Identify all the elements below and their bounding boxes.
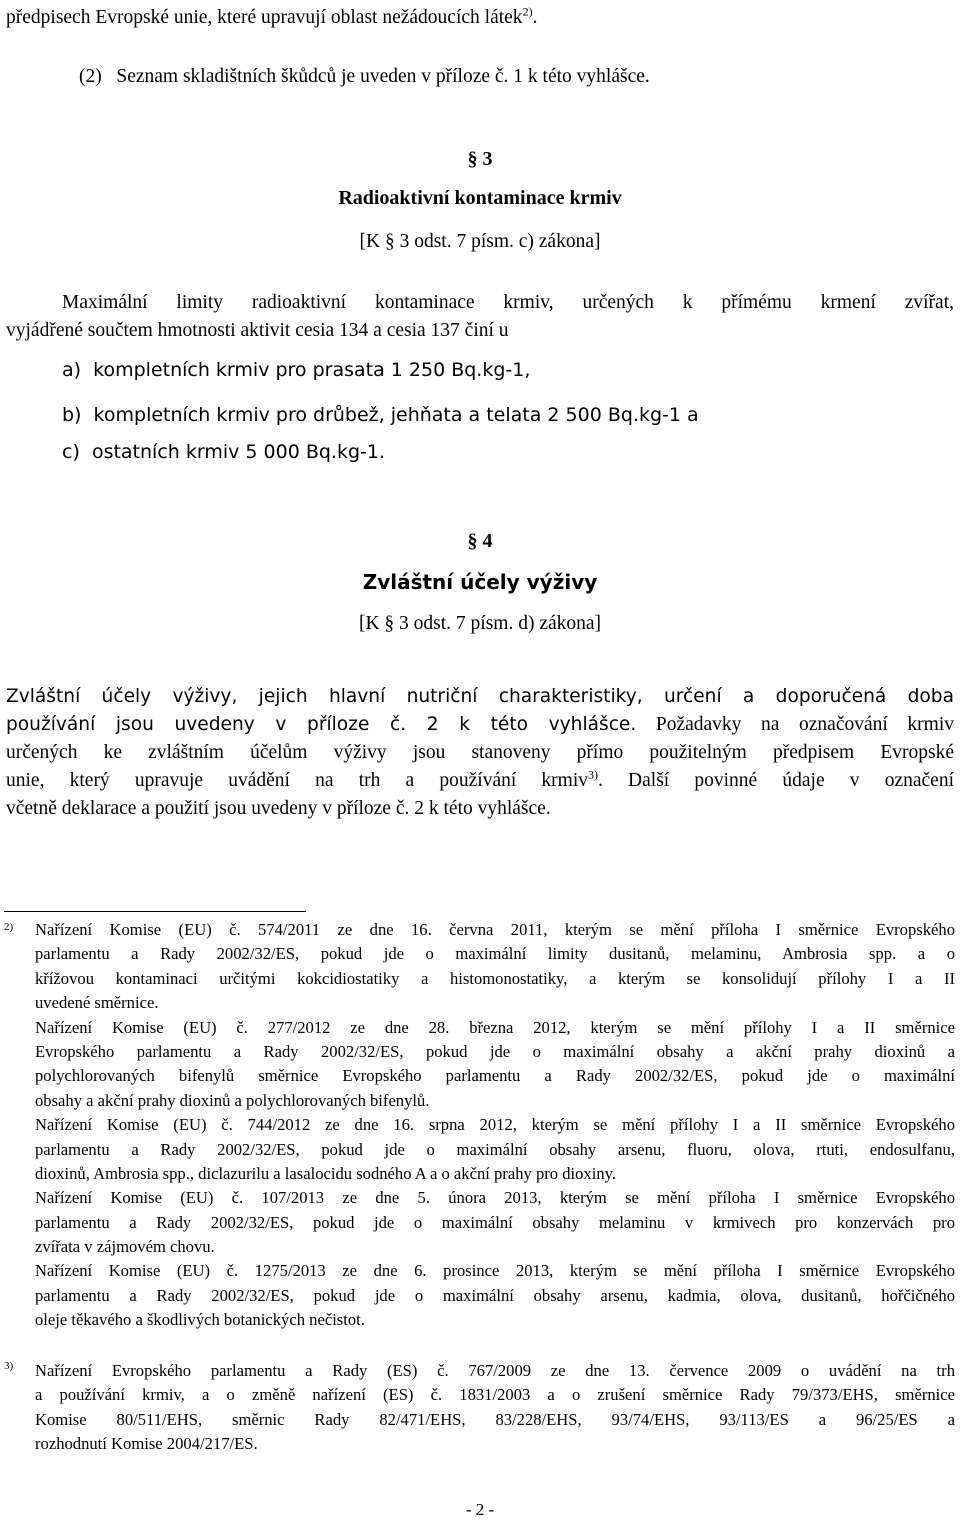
- section-4-line-part: Požadavky na označování krmiv: [636, 714, 954, 735]
- footnote-ref-3: 3): [588, 767, 599, 782]
- section-4-reference: [K § 3 odst. 7 písm. d) zákona]: [358, 613, 602, 634]
- section-4-line: určených ke zvláštním účelům výživy jsou stanoveny přímo použitelným předpisem Evropské: [6, 742, 954, 763]
- footnote-line: parlamentu a Rady 2002/32/ES, pokud jde o maximální obsahy arsenu, kadmia, olova, dusitanů, hořčičného: [35, 1285, 955, 1305]
- section-4-line-part: . Další povinné údaje v označení: [598, 770, 954, 791]
- footnote-line: Komise 80/511/EHS, směrnic Rady 82/471/EHS, 83/228/EHS, 93/74/EHS, 93/113/ES a 96/25/ES a: [35, 1409, 955, 1429]
- footnote-line: oleje těkavého a škodlivých botanických nečistot.: [35, 1310, 365, 1330]
- footnote-line: a používání krmiv, a o změně nařízení (ES) č. 1831/2003 a o zrušení směrnice Rady 79/373/EHS, směrnice: [35, 1385, 955, 1405]
- footnote-line: Nařízení Komise (EU) č. 107/2013 ze dne 5. února 2013, kterým se mění příloha I směrnice Evropského: [35, 1188, 955, 1208]
- footnote-line: parlamentu a Rady 2002/32/ES, pokud jde o maximální obsahy melaminu v krmivech pro konzervách pro: [35, 1212, 955, 1232]
- section-3-item-b: b) kompletních krmiv pro drůbež, jehňata a telata 2 500 Bq.kg-1 a: [62, 404, 699, 426]
- footnote-line: polychlorovaných bifenylů směrnice Evropského parlamentu a Rady 2002/32/ES, pokud jde o maximální: [35, 1066, 955, 1086]
- page-number: - 2 -: [465, 1500, 495, 1519]
- footnote-line: dioxinů, Ambrosia spp., diclazurilu a lasalocidu sodného A a o akční prahy pro dioxiny.: [35, 1163, 616, 1183]
- item-2: (2) Seznam skladištních škůdců je uveden v příloze č. 1 k této vyhlášce.: [79, 66, 650, 87]
- section-3-intro-line: vyjádřené součtem hmotnosti aktivit cesia 134 a cesia 137 činí u: [6, 320, 509, 341]
- section-3-item-c: c) ostatních krmiv 5 000 Bq.kg-1.: [62, 441, 386, 463]
- footnote-line: křížovou kontaminaci určitými kokcidiostatiky a histomonostatiky, a kterým se konsolidují přílohy I a II: [35, 968, 955, 988]
- top-fragment: [6, 4, 537, 31]
- footnote-line: uvedené směrnice.: [35, 993, 159, 1013]
- footnote-line: parlamentu a Rady 2002/32/ES, pokud jde o maximální obsahy arsenu, fluoru, olova, rtuti, endosulfanu,: [35, 1139, 955, 1159]
- section-3-title: Radioaktivní kontaminace krmiv: [338, 187, 622, 209]
- section-4-line: [6, 767, 954, 795]
- footnote-line: Nařízení Komise (EU) č. 277/2012 ze dne 28. března 2012, kterým se mění přílohy I a II směrnice: [35, 1017, 955, 1037]
- footnote-line: Nařízení Evropského parlamentu a Rady (ES) č. 767/2009 ze dne 13. července 2009 o uvádění na trh: [35, 1361, 955, 1380]
- footnote-line: rozhodnutí Komise 2004/217/ES.: [35, 1434, 258, 1454]
- footnote-line: Nařízení Komise (EU) č. 744/2012 ze dne 16. srpna 2012, kterým se mění přílohy I a II směrnice Evropského: [35, 1115, 955, 1135]
- section-4-title: Zvláštní účely výživy: [362, 570, 598, 594]
- footnote-ref-2: 2): [522, 4, 533, 19]
- top-fragment-text: předpisech Evropské unie, které upravují oblast nežádoucích látek: [6, 7, 523, 28]
- footnote-2-marker: 2): [4, 921, 14, 933]
- footnote-line: zvířata v zájmovém chovu.: [35, 1237, 215, 1257]
- footnote-2: [35, 918, 955, 1333]
- section-4-line-part: unie, který upravuje uvádění na trh a používání krmiv: [6, 770, 589, 791]
- section-3-number: § 3: [467, 148, 493, 170]
- footnote-3: [35, 1359, 955, 1457]
- footnote-line: Nařízení Komise (EU) č. 1275/2013 ze dne 6. prosince 2013, kterým se mění příloha I směrnice Evropského: [35, 1261, 955, 1281]
- section-4-number: § 4: [467, 530, 493, 552]
- section-4-paragraph: [6, 683, 954, 823]
- section-3-item-a: a) kompletních krmiv pro prasata 1 250 Bq.kg-1,: [62, 359, 531, 381]
- section-3-intro: [6, 289, 954, 345]
- footnote-line: Nařízení Komise (EU) č. 574/2011 ze dne 16. června 2011, kterým se mění příloha I směrnice Evropského: [35, 920, 955, 939]
- footnote-line: Evropského parlamentu a Rady 2002/32/ES, pokud jde o maximální obsahy a akční prahy dioxinů a: [35, 1041, 955, 1061]
- top-fragment-tail: .: [532, 7, 538, 28]
- section-4-line: [6, 711, 954, 739]
- footnote-3-marker: 3): [4, 1360, 14, 1372]
- section-4-line-part: používání jsou uvedeny v příloze č. 2 k této vyhlášce.: [6, 714, 637, 735]
- footnote-line: obsahy a akční prahy dioxinů a polychlorovaných bifenylů.: [35, 1090, 430, 1110]
- section-3-reference: [K § 3 odst. 7 písm. c) zákona]: [359, 231, 601, 252]
- section-4-line: Zvláštní účely výživy, jejich hlavní nutriční charakteristiky, určení a doporučená doba: [6, 686, 954, 707]
- footnote-line: parlamentu a Rady 2002/32/ES, pokud jde o maximální limity dusitanů, melaminu, Ambrosia spp. a o: [35, 944, 955, 964]
- section-4-line: včetně deklarace a použití jsou uvedeny v příloze č. 2 k této vyhlášce.: [6, 798, 551, 819]
- section-3-intro-line: Maximální limity radioaktivní kontaminace krmiv, určených k přímému krmení zvířat,: [62, 292, 954, 313]
- footnote-separator: [4, 911, 306, 912]
